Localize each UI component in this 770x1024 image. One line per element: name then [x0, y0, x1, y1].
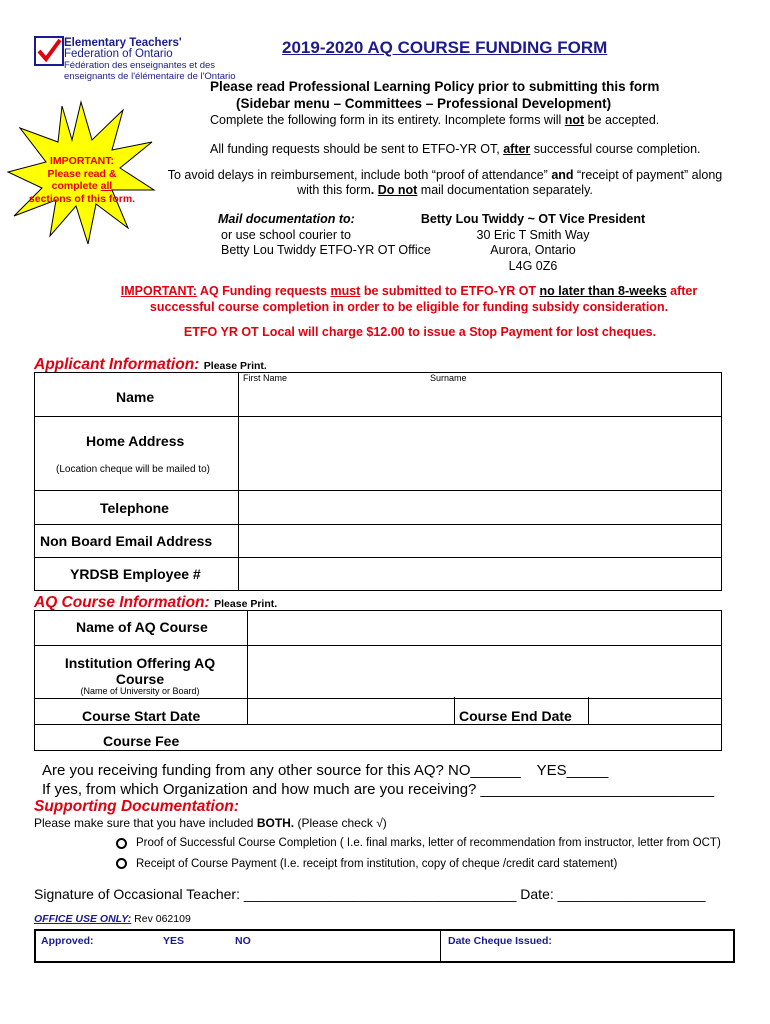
supporting-both: BOTH.: [256, 816, 295, 830]
course-fee-field[interactable]: [248, 726, 718, 748]
mail-address: [408, 212, 658, 274]
home-address-label: Home Address: [86, 433, 185, 449]
important-post: after: [666, 284, 698, 298]
starburst-line: IMPORTANT:: [50, 155, 114, 167]
proof-completion-label: Proof of Successful Course Completion ( I.e. final marks, letter of recommendation from instructor, letter from OCT): [136, 837, 721, 849]
receipt-payment-checkbox[interactable]: [116, 858, 127, 869]
institution-label: [34, 655, 246, 687]
course-start-label: Course Start Date: [82, 708, 201, 724]
proof-completion-checkbox[interactable]: [116, 838, 127, 849]
course-start-field[interactable]: [248, 700, 452, 723]
office-use-table: [34, 929, 735, 963]
policy-link[interactable]: Please read Professional Learning Policy: [210, 79, 475, 94]
signature-field[interactable]: ___________________________________: [243, 886, 517, 902]
sent-note: [210, 142, 701, 156]
complete-post: be accepted.: [584, 113, 660, 127]
funding-source-blank[interactable]: ____________________________: [480, 781, 715, 798]
date-cheque-issued-label: Date Cheque Issued:: [448, 935, 552, 947]
policy-tail: prior to submitting this form: [474, 79, 660, 94]
funding-question: [42, 762, 608, 779]
important-must: must: [330, 284, 361, 298]
name-label: Name: [116, 389, 155, 405]
institution-field[interactable]: [248, 646, 718, 696]
avoid-donot: Do not: [377, 183, 418, 197]
starburst-all: all: [100, 180, 113, 192]
revision: Rev 062109: [131, 913, 191, 925]
starburst-line: sections of this form.: [28, 192, 136, 205]
approved-label: Approved:: [41, 935, 94, 947]
mail-street: 30 Eric T Smith Way: [476, 227, 590, 242]
avoid-l2-pre: with this form: [297, 183, 371, 197]
office-use: [34, 913, 191, 925]
course-end-label: Course End Date: [459, 708, 572, 724]
starburst-line: Please read &: [47, 167, 117, 180]
funding-source-question: [42, 781, 714, 798]
complete-note: [210, 113, 659, 127]
home-address-field[interactable]: [238, 416, 718, 488]
institution-note: (Name of University or Board): [80, 686, 200, 696]
important-line-2: successful course completion in order to be eligible for funding subsidy consideration.: [149, 299, 669, 314]
supporting-instruction: [34, 816, 387, 830]
avoid-l2-post: mail documentation separately.: [417, 183, 593, 197]
mail-heading: Mail documentation to:: [218, 212, 355, 226]
course-name-field[interactable]: [248, 612, 718, 643]
date-label: Date:: [516, 886, 558, 902]
sidebar-path: (Sidebar menu – Committees – Professional Development): [236, 96, 612, 111]
policy-line: [210, 79, 659, 94]
email-label: Non Board Email Address: [40, 533, 213, 549]
logo-line: Elementary Teachers': [64, 37, 182, 49]
avoid-l1-post: “receipt of payment” along: [573, 168, 723, 182]
stop-payment-note: ETFO YR OT Local will charge $12.00 to issue a Stop Payment for lost cheques.: [183, 325, 657, 339]
course-name-label: Name of AQ Course: [76, 619, 208, 635]
location-note: (Location cheque will be mailed to): [56, 464, 210, 475]
funding-no-blank[interactable]: ______: [470, 762, 521, 779]
office-use-label: OFFICE USE ONLY:: [34, 913, 132, 925]
supporting-heading: Supporting Documentation:: [34, 798, 239, 815]
avoid-dot: .: [370, 183, 375, 197]
important-note: [34, 284, 770, 315]
mail-alt-1: or use school courier to: [221, 228, 351, 242]
important-label: IMPORTANT:: [120, 284, 197, 298]
supporting-pre: Please make sure that you have included: [34, 816, 257, 830]
institution-line: Course: [115, 671, 165, 687]
avoid-and: and: [551, 168, 574, 182]
date-field[interactable]: ___________________: [557, 886, 706, 902]
logo-checkmark: [34, 36, 64, 66]
mail-alt-2: Betty Lou Twiddy ETFO-YR OT Office: [221, 243, 431, 257]
complete-pre: Complete the following form in its entirety. Incomplete forms will: [210, 113, 565, 127]
starburst-text: [22, 155, 142, 205]
logo: [64, 38, 236, 82]
mail-name: Betty Lou Twiddy ~ OT Vice President: [420, 212, 646, 226]
logo-line: enseignants de l'élémentaire de l'Ontario: [64, 71, 236, 82]
email-field[interactable]: [238, 525, 718, 556]
applicant-print: Please Print.: [203, 360, 267, 372]
signature-label: Signature of Occasional Teacher:: [34, 886, 244, 902]
complete-not: not: [564, 113, 585, 127]
sent-after: after: [503, 142, 531, 156]
funding-q1: Are you receiving funding from any other source for this AQ? NO: [42, 762, 471, 779]
course-end-field[interactable]: [589, 700, 719, 723]
important-pre: AQ Funding requests: [196, 284, 331, 298]
supporting-post: (Please check √): [294, 816, 387, 830]
employee-number-label: YRDSB Employee #: [70, 566, 201, 582]
receipt-payment-label: Receipt of Course Payment (I.e. receipt from institution, copy of cheque /credit card statement): [136, 858, 618, 870]
employee-number-field[interactable]: [238, 558, 718, 588]
funding-yes: YES: [536, 762, 567, 779]
name-field[interactable]: [238, 383, 718, 413]
course-fee-label: Course Fee: [103, 733, 180, 749]
sent-post: successful course completion.: [530, 142, 701, 156]
logo-line: Fédération des enseignantes et des: [64, 60, 216, 71]
first-name-label: First Name: [243, 373, 288, 383]
mail-postal: L4G 0Z6: [508, 258, 558, 273]
telephone-field[interactable]: [238, 491, 718, 523]
sent-pre: All funding requests should be sent to ETFO-YR OT,: [210, 142, 504, 156]
signature-line: [34, 886, 706, 902]
institution-line: Institution Offering AQ: [64, 655, 216, 671]
funding-yes-blank[interactable]: _____: [566, 762, 609, 779]
logo-line: Federation of Ontario: [64, 48, 173, 60]
funding-q2: If yes, from which Organization and how much are you receiving?: [42, 781, 481, 798]
avoid-delays-note: [150, 168, 740, 198]
approved-no: NO: [235, 935, 251, 947]
telephone-label: Telephone: [100, 500, 169, 516]
surname-label: Surname: [430, 373, 467, 383]
important-deadline: no later than 8-weeks: [539, 284, 667, 298]
approved-yes: YES: [163, 935, 185, 947]
important-mid: be submitted to ETFO-YR OT: [360, 284, 540, 298]
mail-city: Aurora, Ontario: [490, 243, 576, 257]
course-title: AQ Course Information:: [34, 594, 210, 611]
form-title: 2019-2020 AQ COURSE FUNDING FORM: [282, 38, 608, 57]
course-print: Please Print.: [214, 598, 278, 610]
applicant-title: Applicant Information:: [34, 356, 200, 373]
starburst-line: complete: [51, 180, 101, 192]
avoid-l1-pre: To avoid delays in reimbursement, include both “proof of attendance”: [167, 168, 552, 182]
